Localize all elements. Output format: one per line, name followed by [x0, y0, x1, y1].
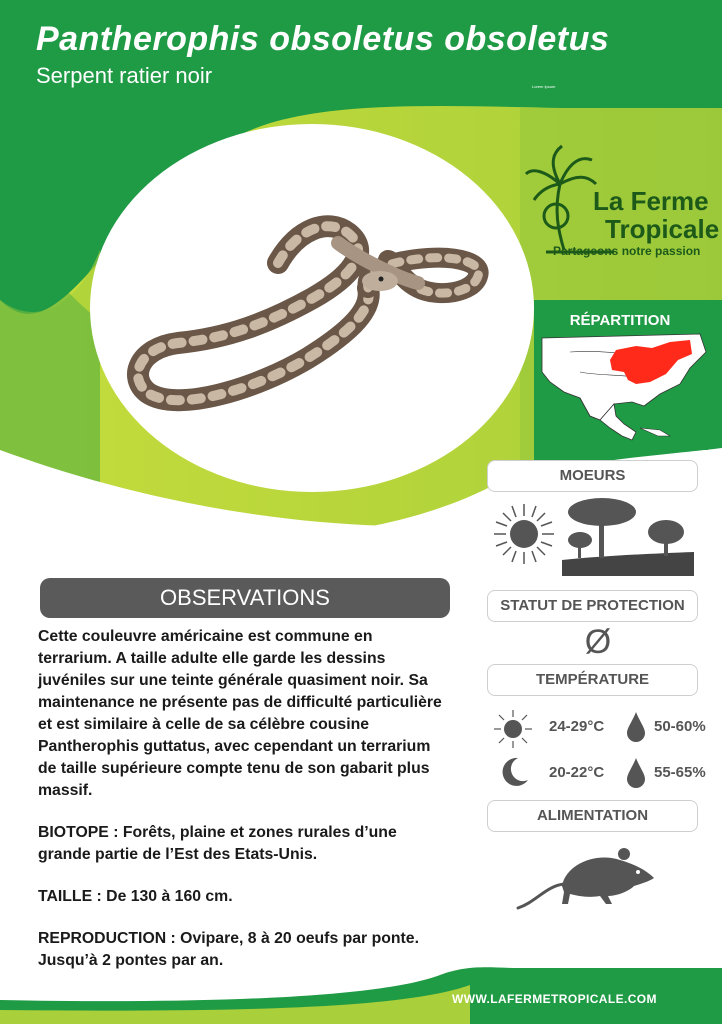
reproduction-paragraph [38, 928, 448, 972]
sun-day-icon [492, 708, 534, 750]
repartition-heading: RÉPARTITION [569, 312, 671, 329]
placeholder-text: Lorem Ipsum [532, 84, 556, 89]
website-link[interactable]: WWW.LAFERMETROPICALE.COM [452, 992, 657, 1006]
sun-diurnal-icon [492, 502, 556, 566]
snake-photo [98, 148, 526, 470]
observations-heading: OBSERVATIONS [40, 578, 450, 618]
reproduction-label: REPRODUCTION : [38, 930, 176, 947]
moon-night-icon [498, 756, 530, 788]
forest-habitat-icon [562, 494, 694, 576]
logo-text-line2: Tropicale [605, 214, 720, 244]
biotope-value: Forêts, plaine et zones rurales d’une grande partie de l’Est des Etats-Unis. [38, 824, 397, 863]
protection-status-symbol: Ø [584, 623, 612, 661]
alimentation-heading: ALIMENTATION [487, 800, 698, 832]
logo-tagline: Partageons notre passion [553, 244, 701, 258]
day-humidity: 50-60% [654, 718, 706, 735]
reproduction-value: Ovipare, 8 à 20 oeufs par ponte. Jusqu’à 2 pontes par an. [38, 930, 419, 969]
taille-label: TAILLE : [38, 888, 102, 905]
observations-text [38, 626, 448, 992]
statut-heading: STATUT DE PROTECTION [487, 590, 698, 622]
distribution-map [540, 332, 708, 450]
humidity-drop-icon [626, 710, 646, 742]
taille-value: De 130 à 160 cm. [101, 888, 233, 905]
species-title: Pantherophis obsoletus obsoletus [36, 20, 610, 58]
species-common-name: Serpent ratier noir [36, 63, 213, 88]
temperature-heading: TEMPÉRATURE [487, 664, 698, 696]
moeurs-heading: MOEURS [487, 460, 698, 492]
humidity-drop-night-icon [626, 756, 646, 788]
taille-paragraph [38, 886, 448, 908]
description-paragraph: Cette couleuvre américaine est commune en terrarium. A taille adulte elle garde les dessins juvéniles sur une teinte générale quasiment noir. Sa maintenance ne présente pas de difficulté particulière et est similaire à celle de sa célèbre cousine Pantherophis guttatus, avec cependant un terrarium de taille supérieure compte tenu de son gabarit plus massif. [38, 628, 442, 799]
day-temperature: 24-29°C [549, 718, 605, 735]
logo-text-line1: La Ferme [593, 186, 709, 216]
biotope-label: BIOTOPE : [38, 824, 119, 841]
night-temperature: 20-22°C [549, 764, 605, 781]
biotope-paragraph [38, 822, 448, 866]
rat-food-icon [516, 846, 656, 916]
night-humidity: 55-65% [654, 764, 706, 781]
